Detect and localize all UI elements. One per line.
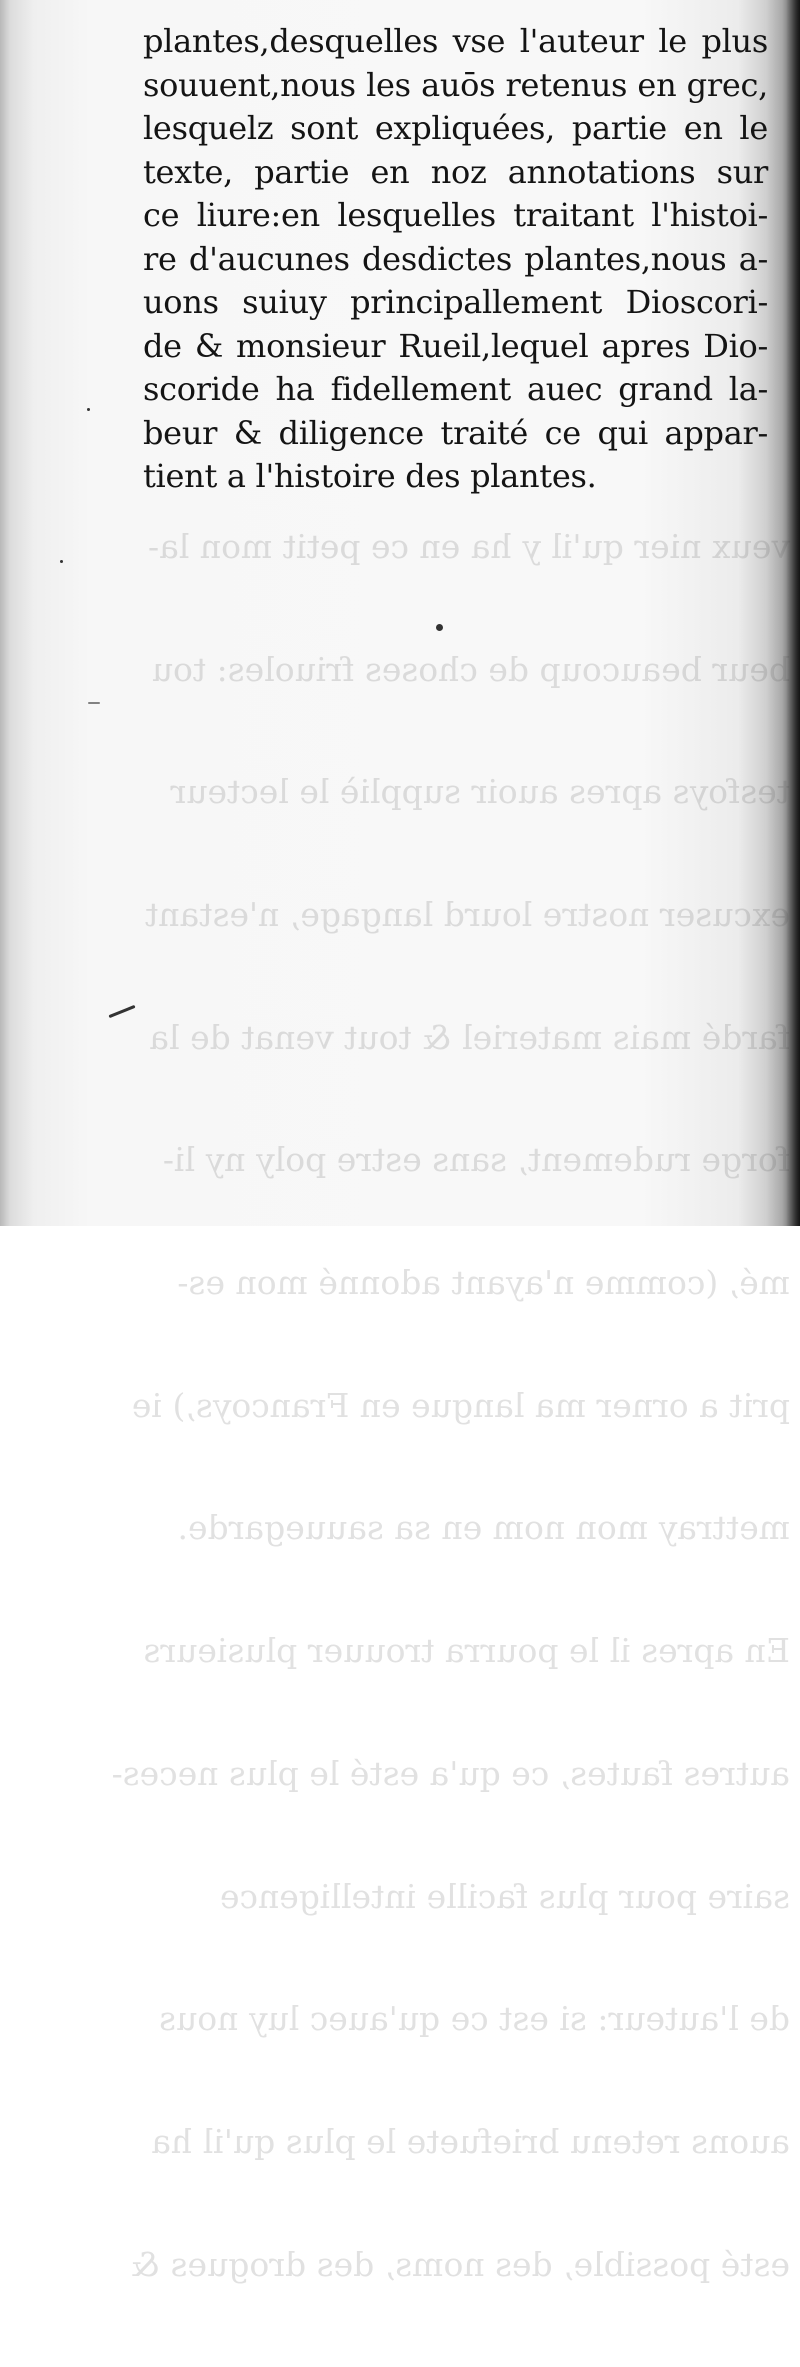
text-line: texte, partie en noz annotations sur	[143, 152, 768, 191]
text-line: souuent,nous les auōs retenus en grec,	[143, 65, 768, 104]
text-line: scoride ha fidellement auec grand la-	[143, 370, 768, 408]
bleed-line: mettray mon nom en sa sauuegarde.	[177, 1508, 790, 1548]
bleed-line: de l'auteur: si est ce qu'auec luy nous	[159, 1999, 790, 2039]
bleed-line: autres fautes, ce qu'a esté le plus neces-	[111, 1753, 790, 1793]
bleed-line: prit a orner ma langue en Francoys,) ie	[131, 1385, 790, 1425]
ink-mark	[88, 702, 100, 704]
ink-speck	[60, 560, 63, 563]
text-line: plantes,desquelles vse l'auteur le plus	[143, 22, 768, 60]
text-line: re d'aucunes desdictes plantes,nous a-	[143, 239, 768, 278]
text-line: beur & diligence traité ce qui appar-	[143, 413, 768, 452]
bleed-line: veux nier qu'il y ha en ce petit mon la-	[147, 526, 790, 566]
text-line: lesquelz sont expliquées, partie en le	[143, 109, 768, 147]
bleed-line: En apres il le pourra trouuer plusieurs	[143, 1631, 790, 1671]
text-line: uons suiuy principallement Dioscori-	[143, 283, 768, 321]
text-line: de & monsieur Rueil,lequel apres Dio-	[143, 326, 768, 365]
ink-speck	[436, 624, 443, 631]
text-line: tient a l'histoire des plantes.	[143, 457, 597, 495]
body-text	[143, 20, 768, 499]
bleed-line: excuser nostre lourd langage, n'estant	[145, 894, 790, 934]
bleed-line: beur beaucoup de choses friuoles: tou	[151, 649, 790, 689]
ink-mark	[108, 1005, 135, 1018]
bleed-line: saire pour plus facille intelligence	[219, 1876, 790, 1916]
bleed-line: auons retenu briefuete le plus qu'il ha	[151, 2121, 790, 2161]
bleed-line: mé, (comme n'ayant adonné mon es-	[177, 1263, 790, 1303]
bleed-line: esté possible, des noms, des drogues &	[130, 2244, 790, 2284]
page-edge-shadow	[786, 0, 800, 1226]
bleed-line: fardé mais materiel & tout venat de la	[149, 1017, 790, 1057]
bleed-through-text	[111, 445, 790, 2367]
bleed-line: forge rudement, sans estre poly ny li-	[162, 1140, 790, 1180]
text-line: ce liure:en lesquelles traitant l'histoi-	[143, 196, 768, 234]
ink-speck	[87, 408, 90, 411]
bleed-line: tesfoys apres auoir suppliè le lecteur	[170, 772, 790, 812]
